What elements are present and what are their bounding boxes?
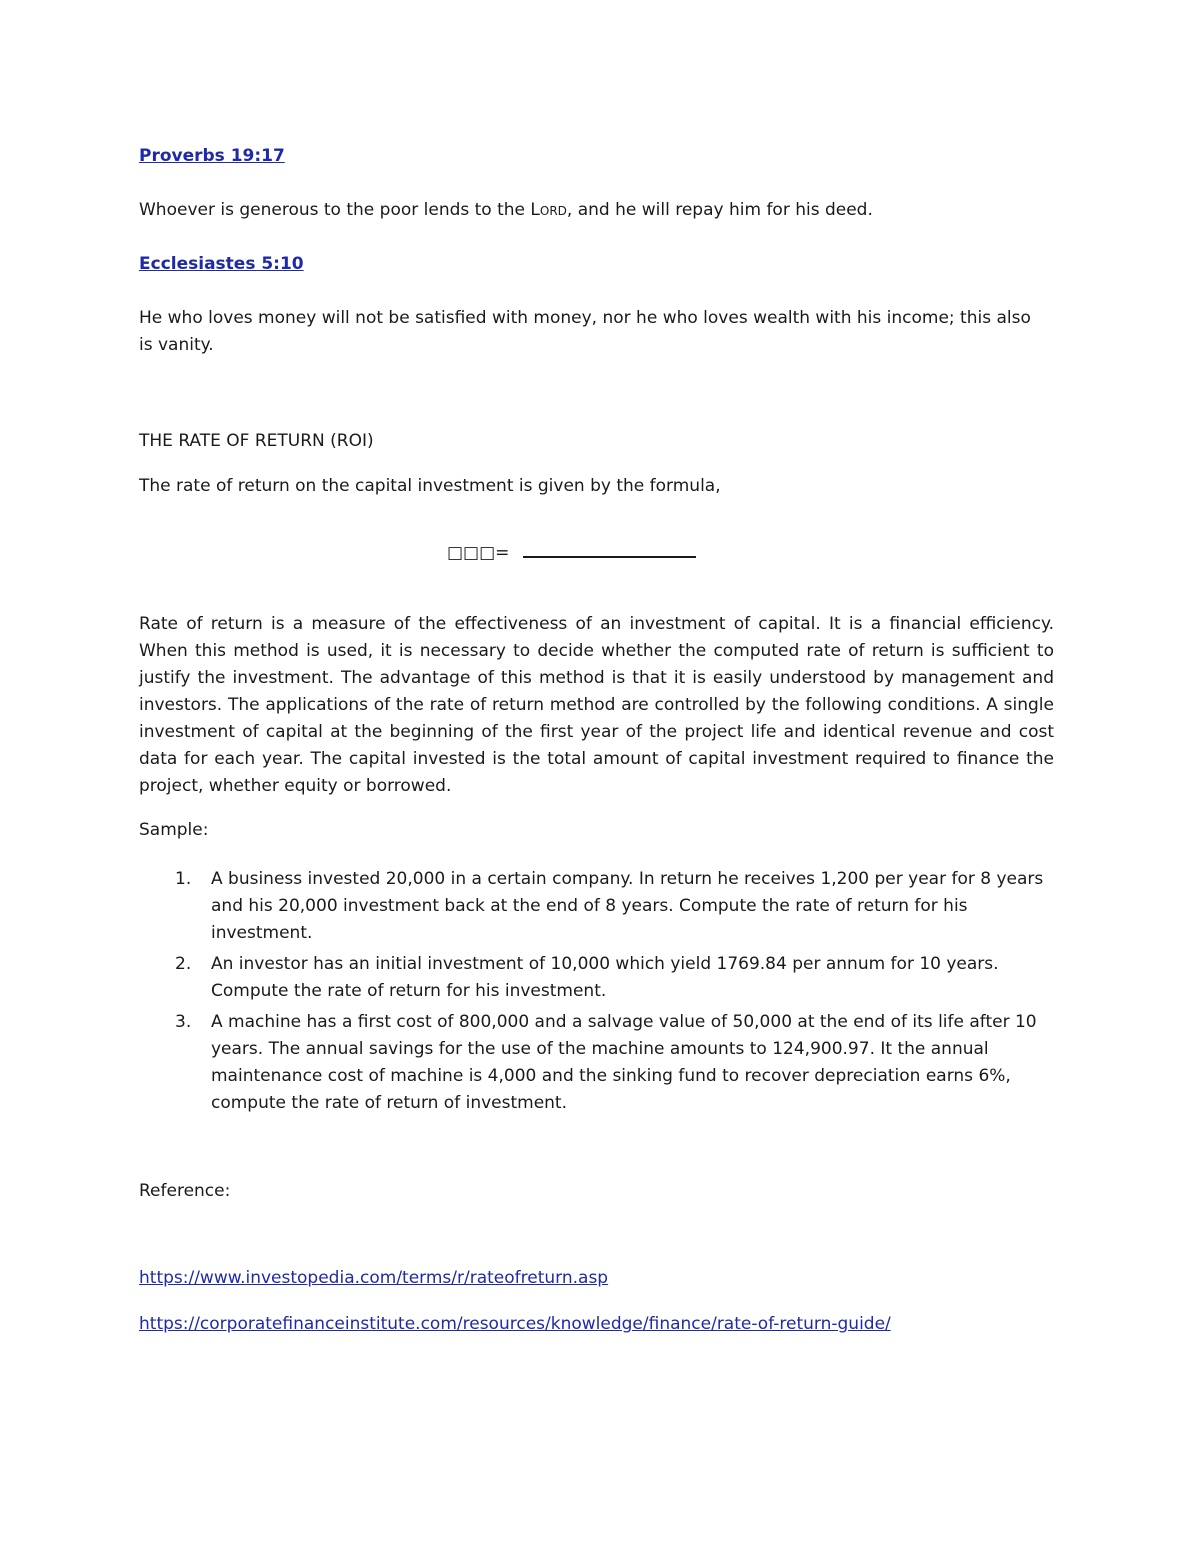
list-item-number: 1. (175, 869, 192, 889)
intro-text: The rate of return on the capital investment is given by the formula, (139, 476, 721, 496)
list-item-text: A business invested 20,000 in a certain company. In return he receives 1,200 per year for 8 years and his 20,000 investment back at the end of 8 years. Compute the rate of return for his investment. (211, 869, 1044, 943)
verse2-text-line2: is vanity. (139, 335, 214, 355)
verse1-reference-link[interactable]: Proverbs 19:17 (139, 146, 285, 166)
list-item-text: An investor has an initial investment of 10,000 which yield 1769.84 per annum for 10 years. Compute the rate of return for his investment. (211, 954, 999, 1001)
verse1-text-after: , and he will repay him for his deed. (566, 200, 873, 220)
reference-link-cfi[interactable]: https://corporatefinanceinstitute.com/resources/knowledge/finance/rate-of-return-guide/ (139, 1314, 891, 1334)
list-item-number: 2. (175, 954, 192, 974)
sample-list (139, 866, 1054, 1121)
reference-label: Reference: (139, 1181, 231, 1201)
verse1-text (139, 197, 873, 224)
verse1-text-lord: Lord (530, 200, 567, 220)
reference-link-investopedia[interactable]: https://www.investopedia.com/terms/r/rateofreturn.asp (139, 1268, 609, 1288)
sample-label: Sample: (139, 820, 209, 840)
verse2-reference-link[interactable]: Ecclesiastes 5:10 (139, 254, 304, 274)
body-paragraph: Rate of return is a measure of the effectiveness of an investment of capital. It is a financial efficiency. When this method is used, it is necessary to decide whether the computed rate of return is sufficient to justify the investment. The advantage of this method is that it is easily understood by management and investors. The applications of the rate of return method are controlled by the following conditions. A single investment of capital at the beginning of the first year of the project life and identical revenue and cost data for each year. The capital invested is the total amount of capital investment required to finance the project, whether equity or borrowed. (139, 614, 1054, 796)
verse2-text-line1: He who loves money will not be satisfied with money, nor he who loves wealth with his income; this also (139, 308, 1031, 328)
verse2-reference-line (139, 251, 304, 278)
list-item-text: A machine has a first cost of 800,000 and a salvage value of 50,000 at the end of its life after 10 years. The annual savings for the use of the machine amounts to 124,900.97. It the annual maintenance cost of machine is 4,000 and the sinking fund to recover depreciation earns 6%, compute the rate of return of investment. (211, 1012, 1037, 1113)
formula-fraction-bar (523, 540, 696, 558)
formula-lhs: □□□= (447, 543, 510, 563)
list-item (139, 1009, 1054, 1117)
list-item (139, 951, 1054, 1005)
list-item-number: 3. (175, 1012, 192, 1032)
roi-formula (447, 540, 696, 567)
verse1-text-before: Whoever is generous to the poor lends to the (139, 200, 531, 220)
reference-line-1 (139, 1265, 608, 1292)
verse1-reference-line (139, 143, 285, 170)
section-title: THE RATE OF RETURN (ROI) (139, 431, 374, 451)
reference-line-2 (139, 1311, 891, 1338)
list-item (139, 866, 1054, 947)
